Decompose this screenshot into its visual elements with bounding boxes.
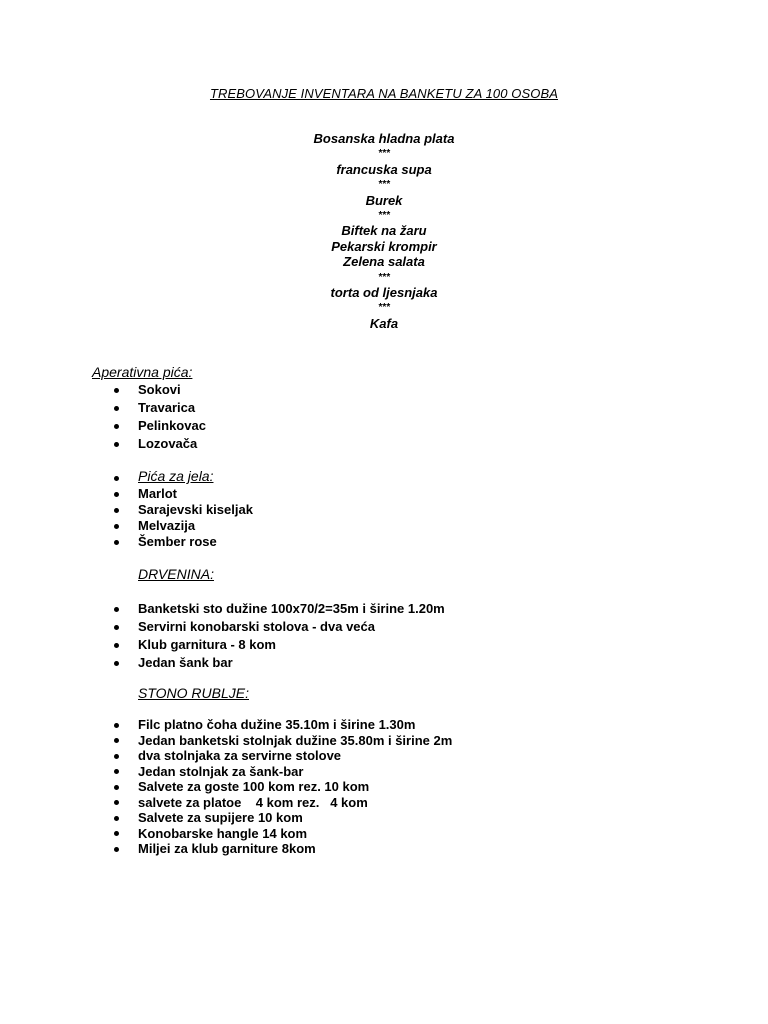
bullet-icon (114, 723, 119, 728)
bullet-icon (114, 769, 119, 774)
list-item-label: Salvete za supijere 10 kom (138, 810, 303, 825)
list-item-label: Jedan banketski stolnjak dužine 35.80m i širine 2m (138, 732, 453, 748)
bullet-icon (114, 424, 119, 429)
bullet-icon (114, 476, 119, 481)
list-item-label: Sokovi (138, 382, 181, 397)
list-item (0, 810, 768, 826)
pica-za-jela-heading: Pića za jela: (138, 468, 214, 484)
menu-line: Biftek na žaru (341, 223, 427, 239)
document-title: TREBOVANJE INVENTARA NA BANKETU ZA 100 OSOBA (209, 86, 559, 101)
list-item-label: Lozovača (138, 436, 198, 451)
menu-line: Pekarski krompir (331, 238, 437, 254)
list-item (0, 534, 768, 550)
list-item (0, 600, 768, 618)
list-item (0, 779, 768, 795)
list-item (0, 654, 768, 672)
list-item (0, 795, 768, 811)
list-item (0, 502, 768, 518)
bullet-icon (114, 607, 119, 612)
list-item (0, 764, 768, 780)
list-item (0, 417, 768, 435)
list-item-label: Filc platno čoha dužine 35.10m i širine 1.30m (138, 717, 416, 732)
bullet-icon (114, 754, 119, 759)
menu-separator: *** (378, 148, 390, 160)
banquet-menu (0, 131, 768, 331)
bullet-icon (114, 661, 119, 666)
menu-separator: *** (378, 179, 390, 191)
list-item-label: Jedan stolnjak za šank-bar (138, 763, 304, 779)
list-item-label: Melvazija (138, 518, 196, 533)
aperativna-list (0, 381, 768, 453)
aperativna-heading: Aperativna pića: (92, 364, 193, 380)
menu-separator: *** (378, 209, 390, 221)
drvenina-heading: DRVENINA: (138, 566, 214, 582)
list-item-label: Miljei za klub garniture 8kom (138, 841, 316, 856)
bullet-icon (114, 492, 119, 497)
menu-line: francuska supa (336, 161, 432, 177)
menu-line: Zelena salata (343, 254, 425, 270)
menu-separator: *** (378, 302, 390, 314)
list-item-label: Konobarske hangle 14 kom (138, 825, 308, 841)
bullet-icon (114, 524, 119, 529)
list-item-label: Travarica (138, 400, 196, 415)
list-item (0, 381, 768, 399)
stono-rublje-heading: STONO RUBLJE: (138, 685, 249, 701)
list-item-label: salvete za platoe 4 kom rez. 4 kom (138, 794, 368, 810)
stono-rublje-list (0, 717, 768, 857)
menu-line: Burek (365, 192, 403, 208)
list-item-label: Šember rose (138, 534, 217, 549)
bullet-icon (114, 800, 119, 805)
list-item-label: Pelinkovac (138, 418, 206, 433)
menu-line: Kafa (369, 315, 399, 331)
list-item (0, 717, 768, 733)
bullet-icon (114, 442, 119, 447)
list-item (0, 618, 768, 636)
bullet-icon (114, 406, 119, 411)
list-item (0, 486, 768, 502)
list-item (0, 636, 768, 654)
bullet-icon (114, 738, 119, 743)
list-item-label: dva stolnjaka za servirne stolove (138, 748, 342, 763)
bullet-icon (114, 508, 119, 513)
menu-line: torta od ljesnjaka (330, 284, 438, 300)
list-item (0, 399, 768, 417)
list-item-label: Banketski sto dužine 100x70/2=35m i širine 1.20m (138, 601, 445, 616)
list-item-label: Jedan šank bar (138, 655, 233, 670)
bullet-icon (114, 540, 119, 545)
list-item-label: Sarajevski kiseljak (138, 502, 253, 517)
menu-separator: *** (378, 271, 390, 283)
bullet-icon (114, 831, 119, 836)
list-item (0, 748, 768, 764)
list-item (0, 733, 768, 749)
list-item (0, 841, 768, 857)
list-item (0, 826, 768, 842)
list-item (0, 518, 768, 534)
pica-za-jela-list (0, 486, 768, 550)
bullet-icon (114, 785, 119, 790)
list-item-label: Marlot (138, 486, 177, 501)
bullet-icon (114, 816, 119, 821)
drvenina-list (0, 600, 768, 672)
list-item (0, 435, 768, 453)
list-item-label: Salvete za goste 100 kom rez. 10 kom (138, 779, 370, 794)
bullet-icon (114, 847, 119, 852)
bullet-icon (114, 643, 119, 648)
bullet-icon (114, 625, 119, 630)
list-item-label: Servirni konobarski stolova - dva veća (138, 619, 375, 634)
menu-line: Bosanska hladna plata (313, 131, 455, 146)
bullet-icon (114, 388, 119, 393)
list-item-label: Klub garnitura - 8 kom (138, 637, 276, 652)
